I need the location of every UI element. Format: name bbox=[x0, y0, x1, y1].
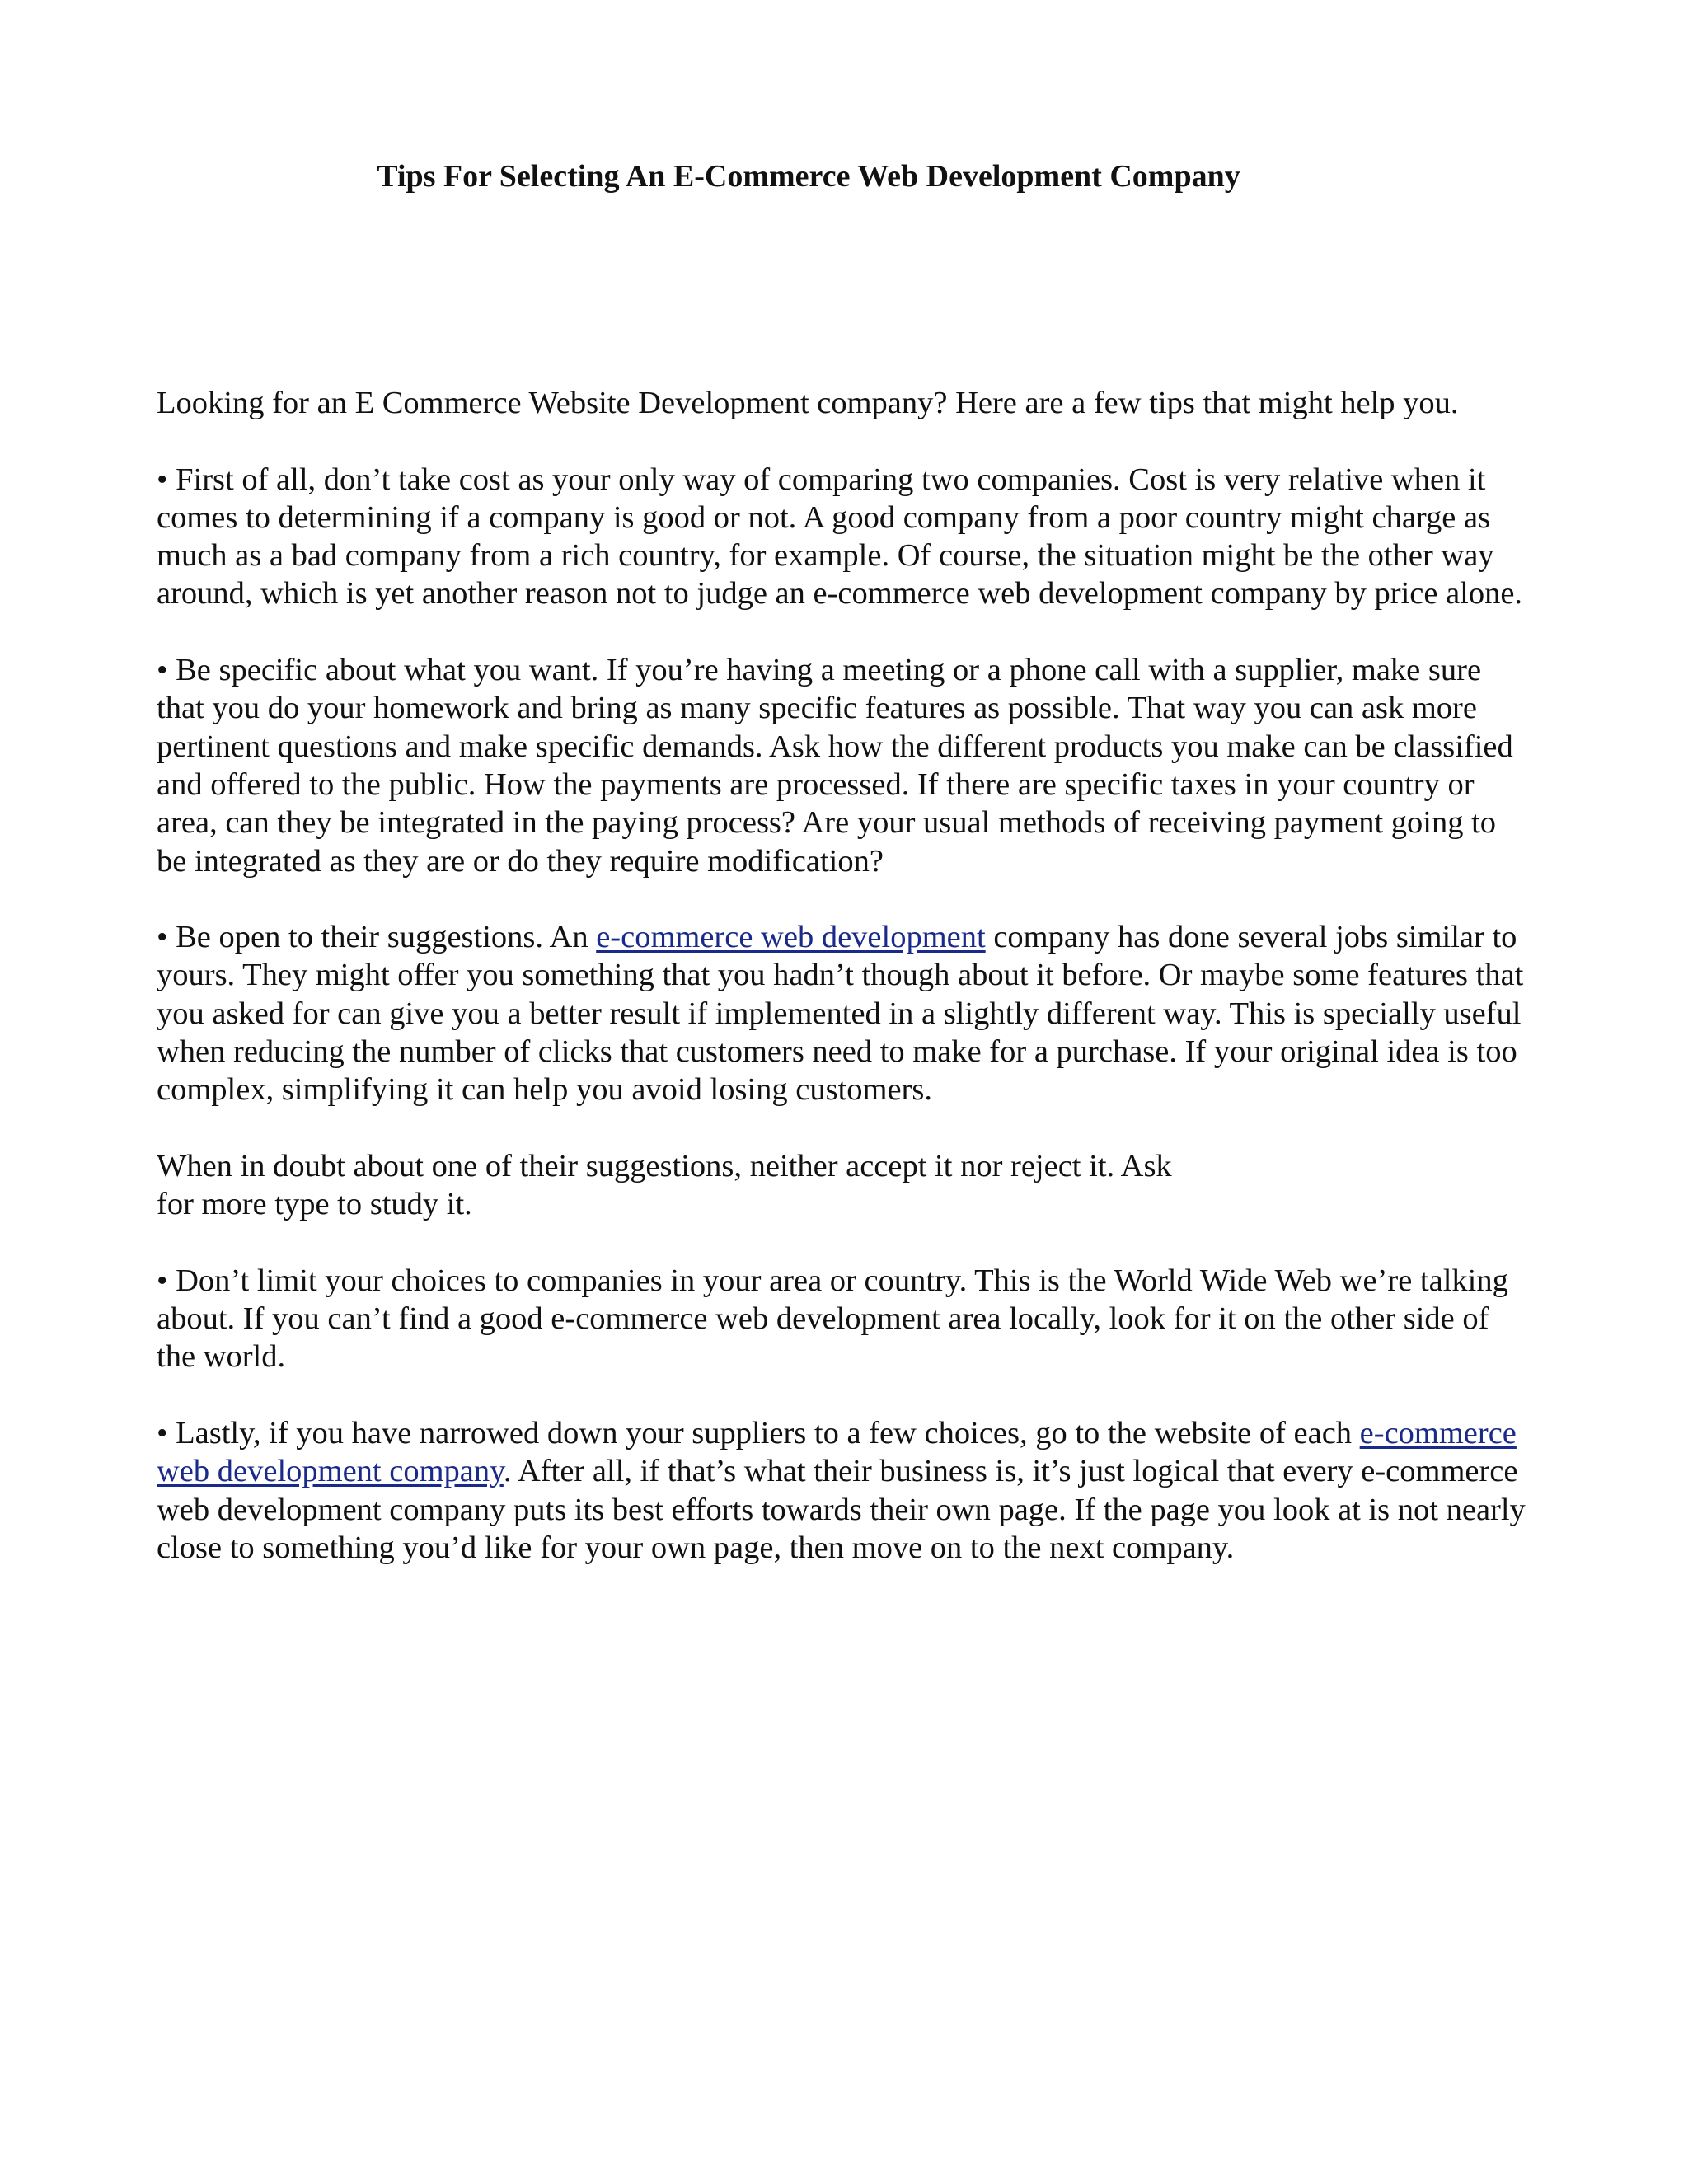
tip-suggestions-paragraph bbox=[157, 918, 1533, 1108]
doubt-line-1: When in doubt about one of their suggestions, neither accept it nor reject it. Ask bbox=[157, 1148, 1172, 1183]
tip-website-text-before: • Lastly, if you have narrowed down your suppliers to a few choices, go to the website of each bbox=[157, 1416, 1360, 1451]
document-body bbox=[157, 384, 1533, 1605]
doubt-line-2: for more type to study it. bbox=[157, 1187, 472, 1222]
tip-specific-paragraph: • Be specific about what you want. If you’re having a meeting or a phone call with a supplier, make sure that you do your homework and bring as many specific features as possible. That way you can ask more pertinent questions and make specific demands. Ask how the different products you make can be classified and offered to the public. How the payments are processed. If there are specific taxes in your country or area, can they be integrated in the paying process? Are your usual methods of receiving payment going to be integrated as they are or do they require modification? bbox=[157, 653, 1513, 879]
ecommerce-web-development-company-link[interactable]: e-commerce web development company bbox=[157, 1416, 1517, 1489]
tip-suggestions-text-after: company has done several jobs similar to yours. They might offer you something that you hadn’t though about it before. Or maybe some features that you asked for can give you a better result if implemented in a slightly different way. This is specially useful when reducing the number of clicks that customers need to make for a purchase. If your original idea is too complex, simplifying it can help you avoid losing customers. bbox=[157, 920, 1524, 1108]
tip-suggestions-text-before: • Be open to their suggestions. An bbox=[157, 920, 597, 955]
tip-website-paragraph bbox=[157, 1414, 1533, 1567]
doubt-paragraph bbox=[157, 1147, 1533, 1224]
ecommerce-web-development-link[interactable]: e-commerce web development bbox=[596, 920, 986, 955]
intro-paragraph: Looking for an E Commerce Website Development company? Here are a few tips that might help you. bbox=[157, 386, 1459, 420]
tip-location-paragraph: • Don’t limit your choices to companies in your area or country. This is the World Wide Web we’re talking about. If you can’t find a good e-commerce web development area locally, look for it on the other side of the world. bbox=[157, 1263, 1508, 1375]
page-title: Tips For Selecting An E-Commerce Web Development Company bbox=[377, 159, 1240, 194]
tip-website-text-after: . After all, if that’s what their business is, it’s just logical that every e-commerce web development company puts its best efforts towards their own page. If the page you look at is not nearly close to something you’d like for your own page, then move on to the next company. bbox=[157, 1454, 1526, 1565]
tip-cost-paragraph: • First of all, don’t take cost as your only way of comparing two companies. Cost is very relative when it comes to determining if a company is good or not. A good company from a poor country might charge as much as a bad company from a rich country, for example. Of course, the situation might be the other way around, which is yet another reason not to judge an e-commerce web development company by price alone. bbox=[157, 462, 1523, 612]
